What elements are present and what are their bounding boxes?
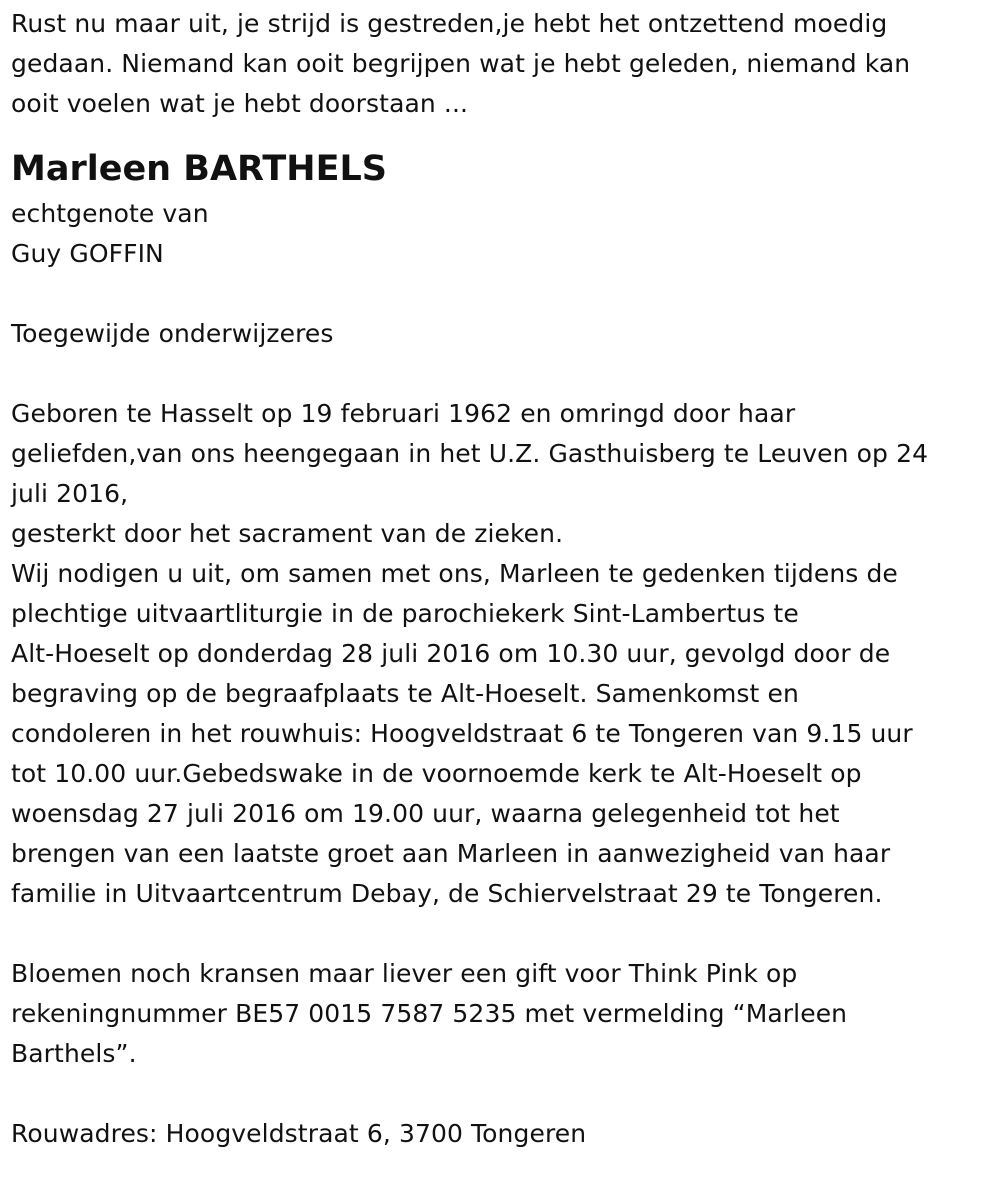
spouse-name: Guy GOFFIN bbox=[11, 239, 164, 268]
announcement-line: brengen van een laatste groet aan Marleen in aanwezigheid van haar bbox=[11, 839, 891, 868]
announcement-line: gesterkt door het sacrament van de zieken. bbox=[11, 519, 564, 548]
poem-line: Rust nu maar uit, je strijd is gestreden,je hebt het ontzettend moedig bbox=[11, 9, 888, 38]
poem-line: gedaan. Niemand kan ooit begrijpen wat je hebt geleden, niemand kan bbox=[11, 49, 911, 78]
announcement-line: familie in Uitvaartcentrum Debay, de Schiervelstraat 29 te Tongeren. bbox=[11, 879, 883, 908]
donation-line: rekeningnummer BE57 0015 7587 5235 met vermelding “Marleen bbox=[11, 999, 848, 1028]
donation-block bbox=[11, 954, 986, 1074]
obituary-notice bbox=[11, 4, 986, 1154]
spacer bbox=[11, 914, 986, 954]
announcement-line: begraving op de begraafplaats te Alt-Hoeselt. Samenkomst en bbox=[11, 679, 799, 708]
mourning-address: Rouwadres: Hoogveldstraat 6, 3700 Tongeren bbox=[11, 1119, 587, 1148]
relation-block bbox=[11, 194, 986, 274]
deceased-name: Marleen BARTHELS bbox=[11, 149, 388, 189]
announcement-line: Alt-Hoeselt op donderdag 28 juli 2016 om 10.30 uur, gevolgd door de bbox=[11, 639, 891, 668]
spacer bbox=[11, 354, 986, 394]
announcement-line: Wij nodigen u uit, om samen met ons, Marleen te gedenken tijdens de bbox=[11, 559, 898, 588]
announcement-block bbox=[11, 394, 986, 914]
announcement-line: woensdag 27 juli 2016 om 19.00 uur, waarna gelegenheid tot het bbox=[11, 799, 840, 828]
poem-line: ooit voelen wat je hebt doorstaan ... bbox=[11, 89, 469, 118]
profession: Toegewijde onderwijzeres bbox=[11, 319, 334, 348]
poem-block bbox=[11, 4, 986, 124]
announcement-line: Geboren te Hasselt op 19 februari 1962 en omringd door haar bbox=[11, 399, 796, 428]
announcement-line: juli 2016, bbox=[11, 479, 129, 508]
relation-label: echtgenote van bbox=[11, 199, 209, 228]
announcement-line: tot 10.00 uur.Gebedswake in de voornoemde kerk te Alt-Hoeselt op bbox=[11, 759, 862, 788]
donation-line: Bloemen noch kransen maar liever een gift voor Think Pink op bbox=[11, 959, 798, 988]
announcement-line: condoleren in het rouwhuis: Hoogveldstraat 6 te Tongeren van 9.15 uur bbox=[11, 719, 913, 748]
spacer bbox=[11, 1074, 986, 1114]
spacer bbox=[11, 274, 986, 314]
donation-line: Barthels”. bbox=[11, 1039, 137, 1068]
announcement-line: plechtige uitvaartliturgie in de parochiekerk Sint-Lambertus te bbox=[11, 599, 799, 628]
announcement-line: geliefden,van ons heengegaan in het U.Z. Gasthuisberg te Leuven op 24 bbox=[11, 439, 929, 468]
